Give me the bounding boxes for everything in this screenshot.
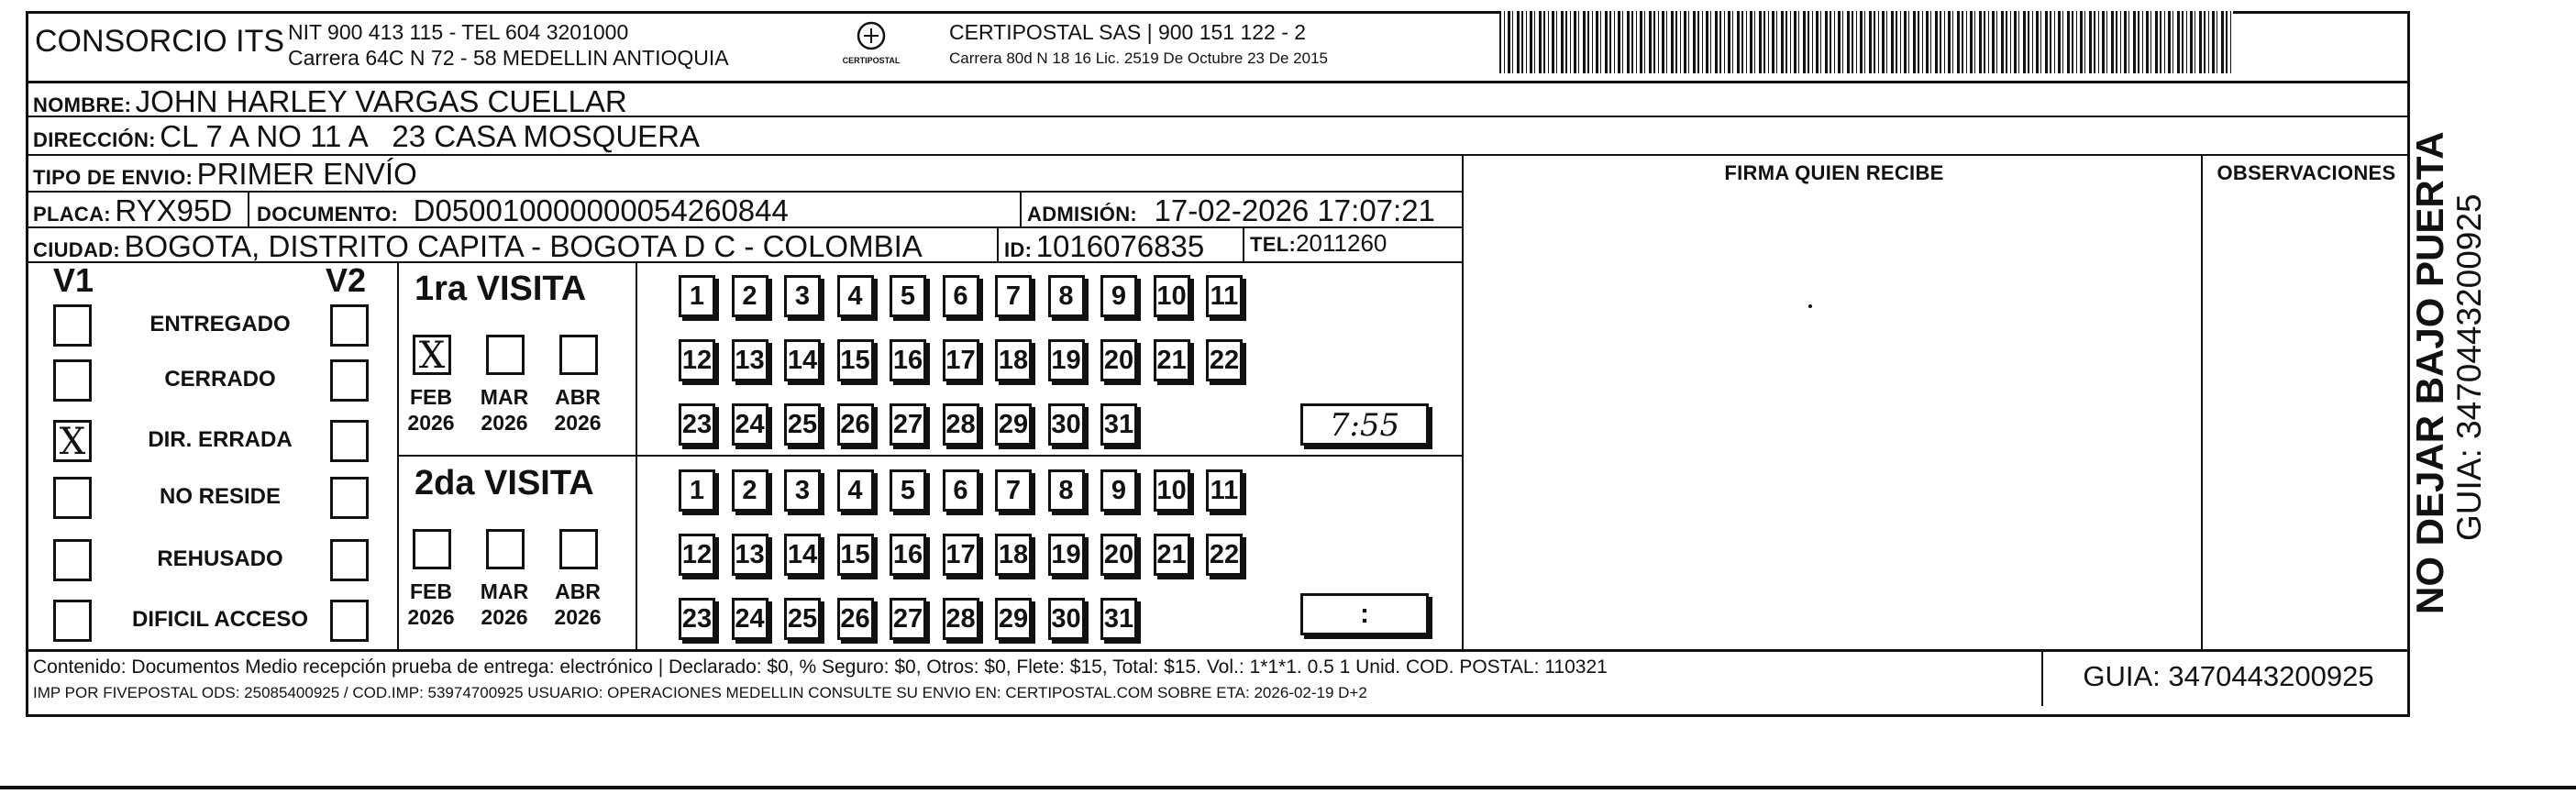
first-visit-title: 1ra VISITA: [415, 270, 587, 308]
v1-checkbox[interactable]: [53, 420, 92, 462]
first-visit-day-15[interactable]: 15: [837, 339, 874, 381]
carrier-address: Carrera 80d N 18 16 Lic. 2519 De Octubre 23 De 2015: [949, 50, 1328, 67]
first-visit-day-22[interactable]: 22: [1206, 339, 1243, 381]
placa-label: PLACA:: [33, 203, 111, 226]
first-visit-month-checkbox[interactable]: [559, 335, 598, 375]
placa-row: [33, 193, 232, 228]
footer-guia: GUIA: 3470443200925: [2083, 660, 2374, 692]
month-label: [477, 579, 532, 630]
second-visit-day-11[interactable]: 11: [1206, 469, 1243, 512]
footer-contenido: Contenido: Documentos Medio recepción prueba de entrega: electrónico | Declarado: $0, % Seguro: $0, Otros: $0, Flete: $15, Total: $15. Vol.: 1*1*1. 0.5 1 Unid. COD. POSTAL: 110321: [33, 656, 1608, 678]
v1-checkbox[interactable]: [53, 600, 92, 642]
direccion-label: DIRECCIÓN:: [33, 128, 156, 151]
first-visit-day-11[interactable]: 11: [1206, 275, 1243, 317]
second-visit-day-25[interactable]: 25: [784, 598, 821, 640]
second-visit-day-31[interactable]: 31: [1100, 598, 1137, 640]
month-year: 2026: [407, 605, 455, 629]
second-visit-day-28[interactable]: 28: [943, 598, 979, 640]
placa-value: RYX95D: [115, 193, 233, 227]
second-visit-day-1[interactable]: 1: [679, 469, 715, 512]
ciudad-row: [33, 229, 923, 264]
month-name: FEB: [410, 385, 452, 409]
first-visit-day-16[interactable]: 16: [890, 339, 926, 381]
status-label: REHUSADO: [157, 546, 283, 571]
id-label: ID:: [1004, 238, 1033, 261]
v1-checkbox[interactable]: [53, 477, 92, 519]
first-visit-day-12[interactable]: 12: [679, 339, 715, 381]
second-visit-time[interactable]: :: [1300, 593, 1429, 635]
status-label: DIR. ERRADA: [148, 427, 293, 452]
month-name: ABR: [555, 579, 601, 603]
first-visit-day-26[interactable]: 26: [837, 403, 874, 446]
observaciones-label: OBSERVACIONES: [2217, 161, 2396, 184]
id-value: 1016076835: [1035, 229, 1205, 263]
month-year: 2026: [481, 411, 528, 435]
first-visit-day-19[interactable]: 19: [1048, 339, 1085, 381]
first-visit-day-6[interactable]: 6: [943, 275, 979, 317]
second-visit-day-23[interactable]: 23: [679, 598, 715, 640]
second-visit-day-7[interactable]: 7: [995, 469, 1032, 512]
first-visit-day-21[interactable]: 21: [1154, 339, 1190, 381]
direccion-row: [33, 119, 700, 154]
direccion-value: CL 7 A NO 11 A 23 CASA MOSQUERA: [160, 119, 700, 153]
logo-emblem-icon: [856, 20, 887, 51]
second-visit-day-8[interactable]: 8: [1048, 469, 1085, 512]
month-label: [404, 579, 459, 630]
bottom-rule: [0, 786, 2576, 789]
second-visit-day-30[interactable]: 30: [1048, 598, 1085, 640]
v2-checkbox[interactable]: [330, 420, 369, 462]
tel-row: [1250, 229, 1387, 258]
carrier-name: CERTIPOSTAL SAS | 900 151 122 - 2: [949, 20, 1307, 44]
second-visit-day-3[interactable]: 3: [784, 469, 821, 512]
v2-checkbox[interactable]: [330, 477, 369, 519]
tipo-value: PRIMER ENVÍO: [196, 157, 417, 191]
admision-row: [1027, 193, 1435, 228]
status-label: ENTREGADO: [149, 312, 291, 336]
firma-label: FIRMA QUIEN RECIBE: [1724, 161, 1944, 184]
second-visit-day-26[interactable]: 26: [837, 598, 874, 640]
month-year: 2026: [554, 605, 602, 629]
first-visit-day-9[interactable]: 9: [1100, 275, 1137, 317]
second-visit-day-6[interactable]: 6: [943, 469, 979, 512]
month-label: [477, 384, 532, 436]
nombre-row: [33, 84, 627, 119]
first-visit-day-29[interactable]: 29: [995, 403, 1032, 446]
side-warning: NO DEJAR BAJO PUERTA: [2408, 131, 2451, 614]
month-name: MAR: [480, 385, 529, 409]
v2-label: V2: [326, 261, 367, 299]
second-visit-day-10[interactable]: 10: [1154, 469, 1190, 512]
first-visit-day-17[interactable]: 17: [943, 339, 979, 381]
first-visit-day-13[interactable]: 13: [732, 339, 768, 381]
footer-imp: IMP POR FIVEPOSTAL ODS: 25085400925 / COD.IMP: 53974700925 USUARIO: OPERACIONES MEDELLIN CONSULTE SU ENVIO EN: CERTIPOSTAL.COM SOBRE ETA: 2026-02-19 D+2: [33, 684, 1367, 701]
checkbox-mark: X: [59, 421, 86, 463]
admision-label: ADMISIÓN:: [1027, 203, 1138, 226]
v2-checkbox[interactable]: [330, 539, 369, 581]
second-visit-day-22[interactable]: 22: [1206, 534, 1243, 576]
first-visit-day-1[interactable]: 1: [679, 275, 715, 317]
tel-label: TEL:: [1250, 233, 1297, 256]
first-visit-day-7[interactable]: 7: [995, 275, 1032, 317]
tel-value: 2011260: [1296, 229, 1388, 257]
v1-label: V1: [53, 261, 94, 299]
status-label: DIFICIL ACCESO: [131, 607, 308, 632]
checkbox-mark: X: [418, 335, 446, 377]
month-name: ABR: [555, 385, 601, 409]
side-guia: GUIA: 3470443200925: [2450, 193, 2488, 541]
second-visit-day-4[interactable]: 4: [837, 469, 874, 512]
month-label: [404, 384, 459, 436]
nombre-label: NOMBRE:: [33, 94, 132, 116]
status-label: NO RESIDE: [159, 484, 282, 509]
second-visit-day-29[interactable]: 29: [995, 598, 1032, 640]
certipostal-logo: [839, 20, 903, 65]
first-visit-month-checkbox[interactable]: [413, 335, 451, 375]
first-visit-day-31[interactable]: 31: [1100, 403, 1137, 446]
first-visit-time[interactable]: 7:55: [1300, 403, 1429, 446]
second-visit-day-2[interactable]: 2: [732, 469, 768, 512]
v1-checkbox[interactable]: [53, 359, 92, 402]
month-year: 2026: [407, 411, 455, 435]
first-visit-day-4[interactable]: 4: [837, 275, 874, 317]
second-visit-day-27[interactable]: 27: [890, 598, 926, 640]
second-visit-day-16[interactable]: 16: [890, 534, 926, 576]
nombre-value: JOHN HARLEY VARGAS CUELLAR: [135, 84, 627, 118]
documento-label: DOCUMENTO:: [257, 203, 399, 226]
first-visit-day-27[interactable]: 27: [890, 403, 926, 446]
month-label: [550, 579, 605, 630]
first-visit-day-3[interactable]: 3: [784, 275, 821, 317]
first-visit-day-14[interactable]: 14: [784, 339, 821, 381]
second-visit-day-13[interactable]: 13: [732, 534, 768, 576]
barcode: [1499, 11, 2233, 73]
second-visit-day-15[interactable]: 15: [837, 534, 874, 576]
month-label: [550, 384, 605, 436]
v1-checkbox[interactable]: [53, 539, 92, 581]
second-visit-day-19[interactable]: 19: [1048, 534, 1085, 576]
first-visit-day-5[interactable]: 5: [890, 275, 926, 317]
v2-checkbox[interactable]: [330, 359, 369, 402]
month-year: 2026: [481, 605, 528, 629]
second-visit-day-21[interactable]: 21: [1154, 534, 1190, 576]
first-visit-day-10[interactable]: 10: [1154, 275, 1190, 317]
first-visit-day-8[interactable]: 8: [1048, 275, 1085, 317]
first-visit-day-23[interactable]: 23: [679, 403, 715, 446]
first-visit-day-25[interactable]: 25: [784, 403, 821, 446]
documento-row: [257, 193, 789, 228]
month-name: MAR: [480, 579, 529, 603]
second-visit-day-5[interactable]: 5: [890, 469, 926, 512]
ciudad-label: CIUDAD:: [33, 238, 120, 261]
v2-checkbox[interactable]: [330, 600, 369, 642]
first-visit-day-24[interactable]: 24: [732, 403, 768, 446]
second-visit-day-20[interactable]: 20: [1100, 534, 1137, 576]
first-visit-day-18[interactable]: 18: [995, 339, 1032, 381]
second-visit-day-14[interactable]: 14: [784, 534, 821, 576]
first-visit-month-checkbox[interactable]: [486, 335, 525, 375]
documento-value: D050010000000054260844: [413, 193, 789, 227]
second-visit-day-24[interactable]: 24: [732, 598, 768, 640]
signature-mark: [1808, 304, 1812, 308]
logo-text: CERTIPOSTAL: [842, 56, 901, 65]
second-visit-day-18[interactable]: 18: [995, 534, 1032, 576]
company-name: CONSORCIO ITS: [35, 24, 285, 59]
month-name: FEB: [410, 579, 452, 603]
company-address: Carrera 64C N 72 - 58 MEDELLIN ANTIOQUIA: [288, 46, 729, 70]
v1-checkbox[interactable]: [53, 304, 92, 347]
ciudad-value: BOGOTA, DISTRITO CAPITA - BOGOTA D C - COLOMBIA: [124, 229, 923, 263]
second-visit-month-checkbox[interactable]: [486, 529, 525, 569]
id-row: [1004, 229, 1204, 264]
first-visit-day-2[interactable]: 2: [732, 275, 768, 317]
month-year: 2026: [554, 411, 602, 435]
v2-checkbox[interactable]: [330, 304, 369, 347]
second-visit-month-checkbox[interactable]: [413, 529, 451, 569]
second-visit-day-17[interactable]: 17: [943, 534, 979, 576]
first-visit-day-28[interactable]: 28: [943, 403, 979, 446]
status-label: CERRADO: [164, 367, 276, 391]
admision-value: 17-02-2026 17:07:21: [1154, 193, 1435, 227]
second-visit-title: 2da VISITA: [415, 464, 594, 502]
second-visit-month-checkbox[interactable]: [559, 529, 598, 569]
first-visit-day-20[interactable]: 20: [1100, 339, 1137, 381]
first-visit-day-30[interactable]: 30: [1048, 403, 1085, 446]
second-visit-day-9[interactable]: 9: [1100, 469, 1137, 512]
company-nit: NIT 900 413 115 - TEL 604 3201000: [288, 20, 629, 44]
tipo-row: [33, 157, 417, 192]
tipo-label: TIPO DE ENVIO:: [33, 166, 193, 189]
second-visit-day-12[interactable]: 12: [679, 534, 715, 576]
